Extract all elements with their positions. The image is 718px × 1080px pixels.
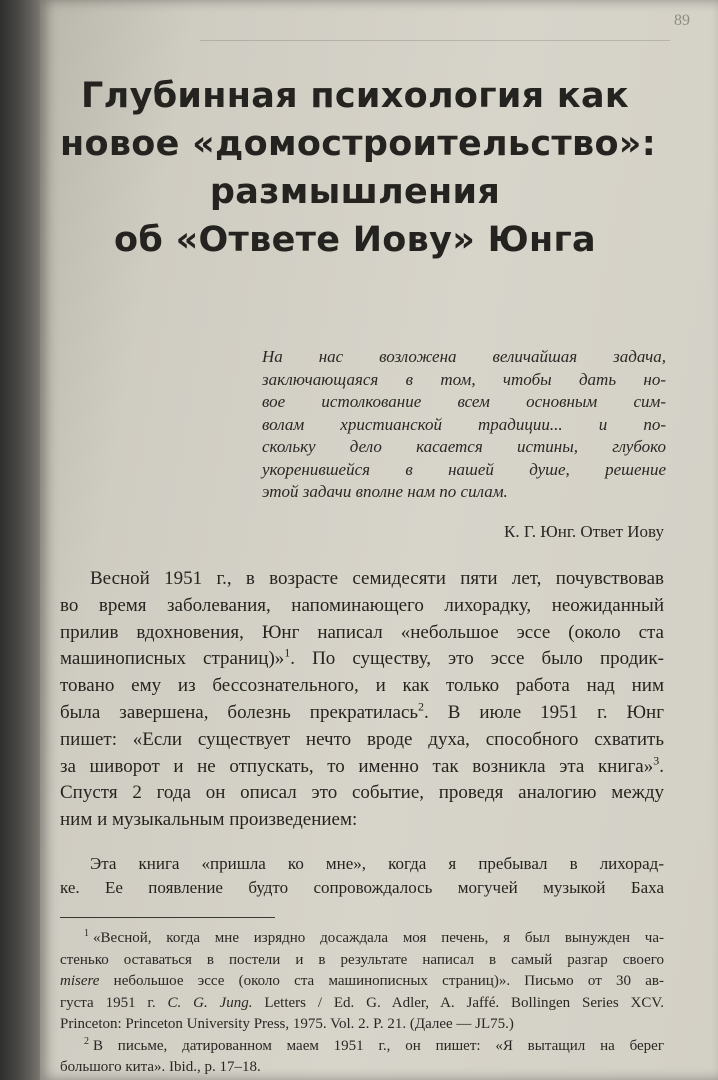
footnote-text: Letters / Ed. G. Adler, A. Jaffé. Bollingen Series XCV. bbox=[252, 994, 665, 1011]
epigraph-line: укоренившейся в нашей душе, решение bbox=[262, 459, 666, 479]
epigraph bbox=[262, 346, 666, 504]
title-line: новое «домостроительство»: bbox=[60, 124, 656, 164]
body-line bbox=[60, 646, 664, 673]
quote-line: ке. Ее появление будто сопровождалось могучей музыкой Баха bbox=[60, 878, 664, 897]
footnote-line: стенько оставаться в постели и в результате написал в самый разгар своего bbox=[60, 951, 664, 968]
epigraph-line: вое истолкование всем основным сим- bbox=[262, 392, 666, 411]
epigraph-line: скольку дело касается истины, глубоко bbox=[262, 437, 666, 456]
chapter-title bbox=[60, 72, 656, 264]
body-line: пишет: «Если существует нечто вроде духа, способного схватить bbox=[60, 728, 664, 750]
footnote-number: 2 bbox=[84, 1035, 89, 1047]
body-line bbox=[60, 700, 664, 727]
footnote-italic: misere bbox=[60, 973, 100, 989]
footnote-ref-2[interactable]: 2 bbox=[418, 699, 425, 714]
quote-line: Эта книга «пришла ко мне», когда я пребывал в лихорад- bbox=[90, 854, 664, 873]
footnote-text: «Весной, когда мне изрядно досаждала моя печень, я был вынужден ча- bbox=[93, 930, 664, 946]
body-line bbox=[60, 754, 664, 781]
body-text: была завершена, болезнь прекратилась bbox=[60, 701, 419, 723]
epigraph-attribution: К. Г. Юнг. Ответ Иову bbox=[504, 522, 664, 541]
epigraph-line: На нас возложена величайшая задача, bbox=[262, 347, 666, 366]
body-text: машинописных страниц)» bbox=[60, 648, 285, 670]
body-line: товано ему из бессознательного, и как только работа над ним bbox=[60, 675, 664, 697]
body-line: ним и музыкальным произведением: bbox=[60, 809, 358, 831]
footnote-number: 1 bbox=[84, 928, 89, 939]
footnote-italic: C. G. Jung. bbox=[167, 994, 253, 1011]
footnote-line: большого кита». Ibid., p. 17–18. bbox=[60, 1059, 261, 1075]
footnote-line: Princeton: Princeton University Press, 1975. Vol. 2. P. 21. (Далее — JL75.) bbox=[60, 1016, 514, 1032]
block-quote bbox=[60, 852, 664, 900]
title-line: об «Ответе Иову» Юнга bbox=[114, 220, 596, 260]
body-line: Весной 1951 г., в возрасте семидесяти пяти лет, почувствовав bbox=[90, 568, 664, 589]
footnote-line bbox=[60, 971, 664, 993]
footnote-divider bbox=[60, 917, 275, 918]
epigraph-line: этой задачи вполне нам по силам. bbox=[262, 482, 508, 501]
body-paragraph bbox=[60, 566, 664, 834]
footnote-ref-3[interactable]: 3 bbox=[653, 753, 660, 768]
body-line: прилив вдохновения, Юнг написал «небольшое эссе (около ста bbox=[60, 621, 664, 643]
running-head bbox=[200, 18, 670, 41]
footnote-line bbox=[60, 993, 664, 1015]
body-line: во время заболевания, напоминающего лихорадку, неожиданный bbox=[60, 594, 664, 616]
body-text: . По существу, это эссе было продик- bbox=[290, 648, 664, 670]
body-line: Спустя 2 года он описал это событие, проведя аналогию между bbox=[60, 782, 664, 804]
body-text: . bbox=[659, 755, 664, 777]
footnote-line bbox=[60, 928, 664, 950]
page-number: 89 bbox=[674, 12, 690, 29]
footnote-line bbox=[60, 1036, 664, 1058]
epigraph-line: заключающаяся в том, чтобы дать но- bbox=[262, 369, 666, 389]
body-text: за шиворот и не отпускать, то именно так возникла эта книга» bbox=[60, 755, 654, 777]
body-text: . В июле 1951 г. Юнг bbox=[424, 701, 664, 723]
footnote-text: небольшое эссе (около ста машинописных страниц)». Письмо от 30 ав- bbox=[99, 973, 664, 989]
epigraph-line: волам христианской традиции... и по- bbox=[262, 414, 666, 434]
footnote-text: густа 1951 г. bbox=[60, 994, 168, 1011]
footnote-text: В письме, датированном маем 1951 г., он пишет: «Я вытащил на берег bbox=[93, 1037, 664, 1054]
title-line: Глубинная психология как bbox=[81, 76, 629, 116]
footnote-ref-1[interactable]: 1 bbox=[284, 646, 291, 661]
footnotes bbox=[60, 928, 664, 1079]
title-line: размышления bbox=[209, 172, 501, 212]
